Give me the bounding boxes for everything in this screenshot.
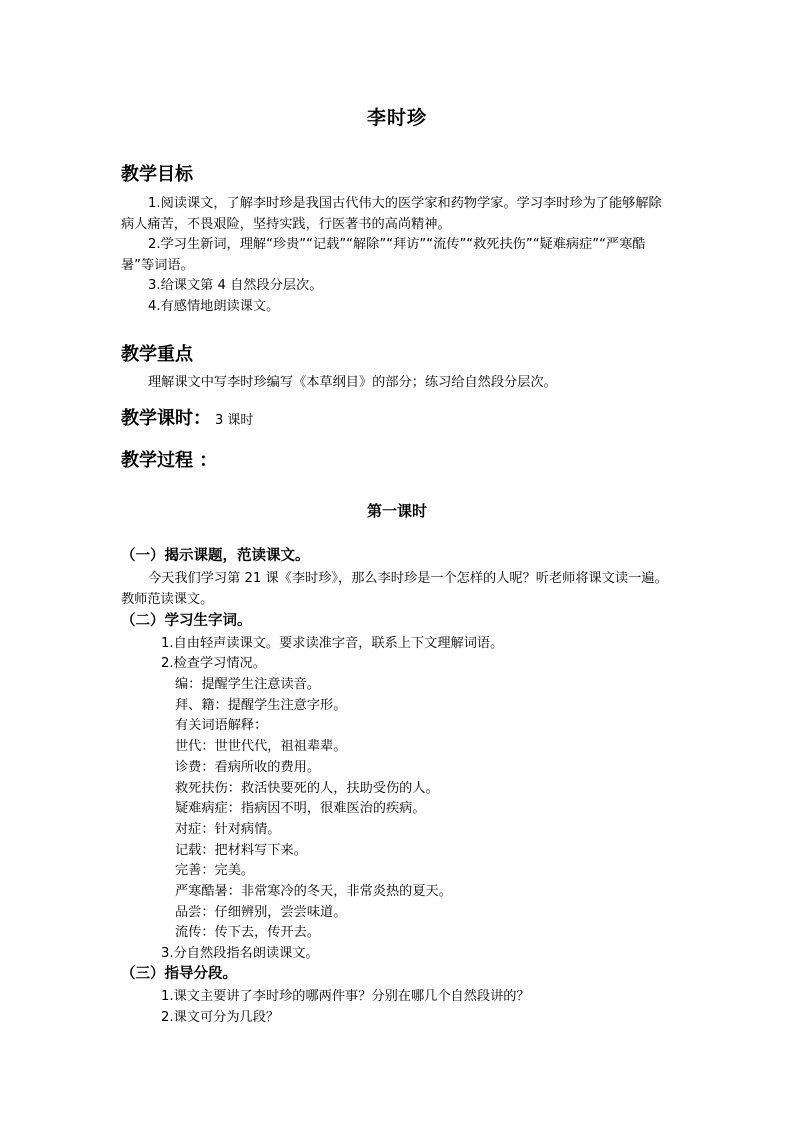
process-label: 教学过程 ： — [121, 450, 218, 471]
class-hours-value: 3 课时 — [215, 413, 254, 428]
class-hours — [121, 404, 253, 430]
part2-line: 3.分自然段指名朗读课文。 — [161, 946, 319, 961]
process-heading — [121, 446, 217, 472]
part2-line: 编：提醒学生注意读音。 — [175, 677, 321, 692]
goal-item-4: 4.有感情地朗读课文。 — [148, 299, 280, 314]
document-title: 李时珍 — [366, 107, 427, 129]
part2-line: 严寒酷暑：非常寒冷的冬天，非常炎热的夏天。 — [175, 884, 452, 899]
part2-line: 对症：针对病情。 — [175, 822, 281, 837]
part2-line: 2.检查学习情况。 — [161, 656, 266, 671]
lesson-title: 第一课时 — [366, 502, 427, 520]
part3-line: 1.课文主要讲了李时珍的哪两件事？分别在哪几个自然段讲的？ — [161, 989, 530, 1004]
part2-line: 拜、籍：提醒学生注意字形。 — [175, 698, 347, 713]
part2-line: 1.自由轻声读课文。要求读准字音，联系上下文理解词语。 — [161, 636, 504, 651]
part2-line: 有关词语解释： — [175, 718, 268, 733]
part2-line: 流传：传下去，传开去。 — [175, 925, 321, 940]
class-hours-label: 教学课时： — [121, 408, 211, 429]
focus-text: 理解课文中写李时珍编写《本草纲目》的部分；练习给自然段分层次。 — [148, 375, 557, 390]
goal-item-3: 3.给课文第 4 自然段分层次。 — [148, 278, 323, 293]
part3-line: 2.课文可分为几段？ — [161, 1010, 280, 1025]
part2-line: 诊费：看病所收的费用。 — [175, 760, 321, 775]
part2-line: 品尝：仔细辨别，尝尝味道。 — [175, 905, 347, 920]
part2-line: 记载：把材料写下来。 — [175, 843, 307, 858]
focus-heading: 教学重点 — [121, 344, 193, 365]
part3-heading: （三）指导分段。 — [121, 966, 237, 982]
part2-line: 救死扶伤：救活快要死的人，扶助受伤的人。 — [175, 781, 439, 796]
part1-heading: （一）揭示课题，范读课文。 — [121, 548, 310, 564]
goal-item-2: 2.学习生新词，理解“珍贵”“记载”“解除”“拜访”“流传”“救死扶伤”“疑难病症”“严寒酷暑”等词语。 — [121, 237, 646, 273]
goals-heading: 教学目标 — [121, 164, 193, 185]
part1-text: 今天我们学习第 21 课《李时珍》，那么李时珍是一个怎样的人呢？听老师将课文读一遍。教师范读课文。 — [121, 571, 668, 607]
part2-line: 完善：完美。 — [175, 863, 255, 878]
goal-item-1: 1.阅读课文，了解李时珍是我国古代伟大的医学家和药物学家。学习李时珍为了能够解除病人痛苦，不畏艰险，坚持实践，行医著书的高尚精神。 — [121, 196, 662, 232]
part2-line: 世代：世世代代，祖祖辈辈。 — [175, 739, 347, 754]
part2-heading: （二）学习生字词。 — [121, 613, 252, 629]
part2-line: 疑难病症：指病因不明，很难医治的疾病。 — [175, 801, 426, 816]
